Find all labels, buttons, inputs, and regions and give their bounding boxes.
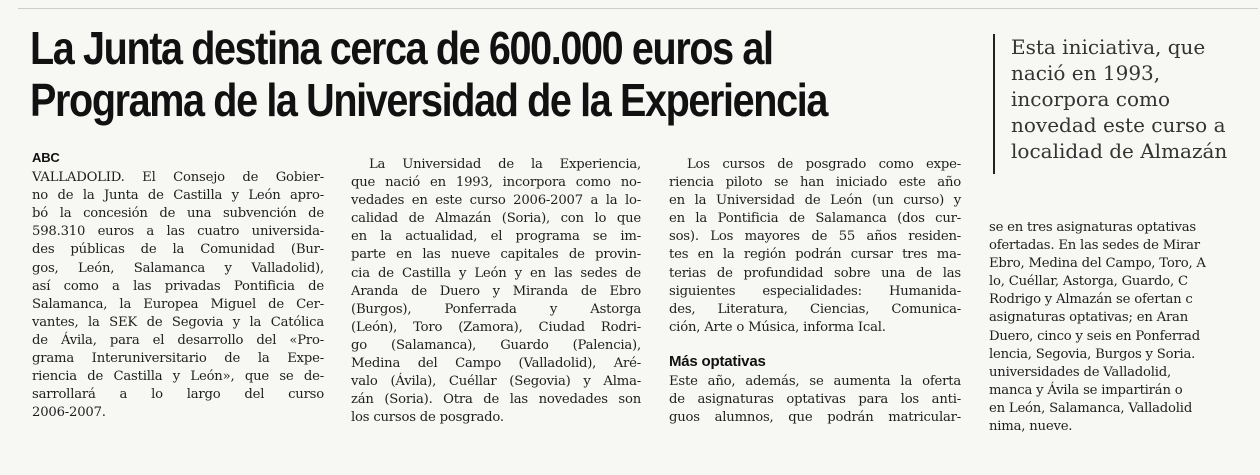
text-line: zán (Soria). Otra de las novedades son: [351, 392, 641, 408]
text-line: sarrollará a lo largo del curso: [32, 387, 324, 403]
text-line: los cursos de posgrado.: [351, 410, 504, 426]
text-line: 598.310 euros a las cuatro universida-: [32, 224, 324, 240]
headline-line-2: Programa de la Universidad de la Experiencia: [30, 74, 827, 126]
headline-line-1: La Junta destina cerca de 600.000 euros al: [30, 22, 773, 74]
pull-quote-line: novedad este curso a: [1011, 113, 1226, 137]
text-line: Medina del Campo (Valladolid), Aré-: [351, 356, 641, 372]
text-line: calidad de Almazán (Soria), con lo que: [351, 211, 641, 227]
text-line: guos alumnos, que podrán matricular-: [669, 410, 961, 426]
subheading: Más optativas: [669, 352, 766, 370]
text-line: no de la Junta de Castilla y León apro-: [32, 188, 324, 204]
text-line: en la Pontificia de Salamanca (dos cur-: [669, 211, 961, 227]
text-line: siguientes especialidades: Humanida-: [669, 283, 961, 299]
top-rule: [18, 0, 1258, 9]
text-line: ción, Arte o Música, informa Ical.: [669, 319, 886, 335]
pull-quote-line: Esta iniciativa, que: [1011, 35, 1206, 59]
text-line: (León), Toro (Zamora), Ciudad Rodri-: [351, 319, 641, 335]
text-line: Rodrigo y Almazán se ofertan c: [989, 292, 1193, 308]
text-line: Duero, cinco y seis en Ponferrad: [989, 328, 1200, 344]
text-line: de asignaturas optativas para los anti-: [669, 392, 961, 408]
text-line: (Burgos), Ponferrada y Astorga: [351, 301, 641, 317]
text-line: que nació en 1993, incorpora como no-: [351, 175, 641, 191]
text-line: terias de profundidad sobre una de las: [669, 265, 961, 281]
text-line: Este año, además, se aumenta la oferta: [669, 374, 961, 390]
text-line: Ebro, Medina del Campo, Toro, A: [989, 256, 1206, 272]
text-line: de Ávila, para el desarrollo del «Pro-: [32, 332, 324, 348]
text-line: se en tres asignaturas optativas: [989, 220, 1196, 235]
text-line: lo, Cuéllar, Astorga, Guardo, C: [989, 274, 1188, 290]
text-line: vedades en este curso 2006-2007 a la lo-: [351, 193, 641, 209]
pull-quote-line: incorpora como: [1011, 87, 1171, 111]
text-line: en la Universidad de León (un curso) y: [669, 193, 961, 209]
pull-quote-line: localidad de Almazán: [1011, 139, 1228, 163]
text-line: así como a las privadas Pontificia de: [32, 278, 324, 294]
text-line: riencia de Castilla y León», que se de-: [32, 369, 324, 385]
text-line: sos). Los mayores de 55 años residen-: [669, 229, 961, 245]
text-line: des, Literatura, Ciencias, Comunica-: [669, 301, 961, 317]
headline: [30, 22, 830, 126]
byline: ABC: [32, 150, 60, 165]
text-line: nima, nueve.: [989, 419, 1073, 435]
article-column-2: [351, 156, 641, 427]
text-line: lencia, Segovia, Burgos y Soria.: [989, 346, 1196, 362]
text-line: riencia piloto se han iniciado este año: [669, 175, 961, 191]
article-column-3: [669, 156, 961, 427]
article-column-4: [989, 219, 1260, 436]
text-line: parte en las nueve capitales de provin-: [351, 247, 641, 263]
pull-quote-line: nació en 1993,: [1011, 61, 1161, 85]
text-line: La Universidad de la Experiencia,: [369, 157, 641, 172]
text-line: ofertadas. En las sedes de Mirar: [989, 238, 1200, 254]
text-line: 2006-2007.: [32, 405, 106, 421]
text-line: gos, León, Salamanca y Valladolid),: [32, 260, 324, 276]
text-line: manca y Ávila se impartirán o: [989, 382, 1183, 398]
text-line: bó la concesión de una subvención de: [32, 206, 324, 222]
text-line: Aranda de Duero y Miranda de Ebro: [351, 283, 641, 299]
text-line: go (Salamanca), Guardo (Palencia),: [351, 337, 641, 353]
text-line: Salamanca, la Europea Miguel de Cer-: [32, 296, 324, 312]
text-line: tes en la región podrán cursar tres ma-: [669, 247, 961, 263]
text-line: des públicas de la Comunidad (Bur-: [32, 242, 324, 258]
text-line: en la actualidad, el programa se im-: [351, 229, 641, 245]
text-line: asignaturas optativas; en Aran: [989, 310, 1189, 326]
text-line: VALLADOLID. El Consejo de Gobier-: [32, 170, 324, 186]
text-line: grama Interuniversitario de la Expe-: [32, 351, 324, 367]
article-column-1: [32, 149, 324, 422]
text-line: vantes, la SEK de Segovia y la Católica: [32, 314, 324, 330]
text-line: cia de Castilla y León y en las sedes de: [351, 265, 641, 281]
pull-quote: [993, 34, 1260, 174]
text-line: valo (Ávila), Cuéllar (Segovia) y Alma-: [351, 374, 641, 390]
text-line: Los cursos de posgrado como expe-: [687, 157, 961, 172]
text-line: en León, Salamanca, Valladolid: [989, 400, 1193, 416]
text-line: universidades de Valladolid,: [989, 364, 1172, 380]
